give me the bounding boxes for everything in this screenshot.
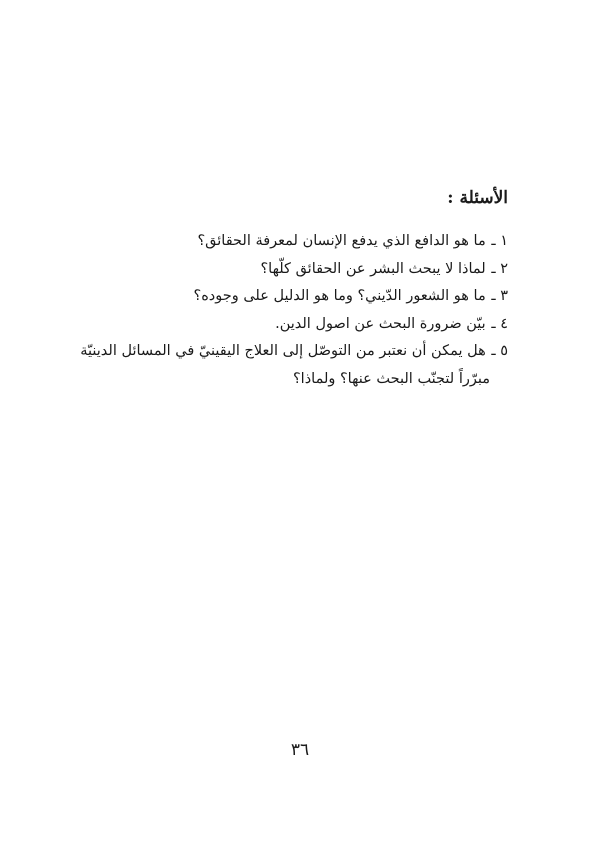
question-number: ٥ bbox=[500, 343, 508, 359]
question-dash: ـ bbox=[491, 233, 496, 249]
question-text: ما هو الشعور الدّيني؟ وما هو الدليل على وجوده؟ bbox=[193, 288, 486, 304]
question-number: ٢ bbox=[500, 260, 508, 277]
question-number: ٣ bbox=[500, 288, 508, 304]
question-dash: ـ bbox=[491, 343, 496, 359]
question-text: ما هو الدافع الذي يدفع الإنسان لمعرفة الحقائق؟ bbox=[197, 233, 486, 249]
page-number: ٣٦ bbox=[290, 740, 310, 760]
question-item-3 bbox=[78, 283, 508, 311]
questions-list bbox=[78, 228, 508, 393]
question-item-5 bbox=[78, 338, 508, 393]
question-item-1 bbox=[78, 228, 508, 256]
question-text: بيّن ضرورة البحث عن اصول الدين. bbox=[275, 315, 486, 332]
question-item-2 bbox=[78, 256, 508, 284]
question-dash: ـ bbox=[491, 260, 496, 277]
question-dash: ـ bbox=[491, 288, 496, 304]
question-text: لماذا لا يبحث البشر عن الحقائق كلّها؟ bbox=[260, 260, 486, 277]
question-text: هل يمكن أن نعتبر من التوصّل إلى العلاج اليقينيّ في المسائل الدينيّة bbox=[80, 343, 486, 359]
question-number: ٤ bbox=[500, 315, 508, 332]
question-item-4 bbox=[78, 311, 508, 339]
question-number: ١ bbox=[500, 233, 508, 249]
section-heading: الأسئلة : bbox=[447, 188, 508, 208]
question-dash: ـ bbox=[491, 315, 496, 332]
question-text-continuation: مبرّراً لتجنّب البحث عنها؟ ولماذا؟ bbox=[292, 370, 490, 387]
